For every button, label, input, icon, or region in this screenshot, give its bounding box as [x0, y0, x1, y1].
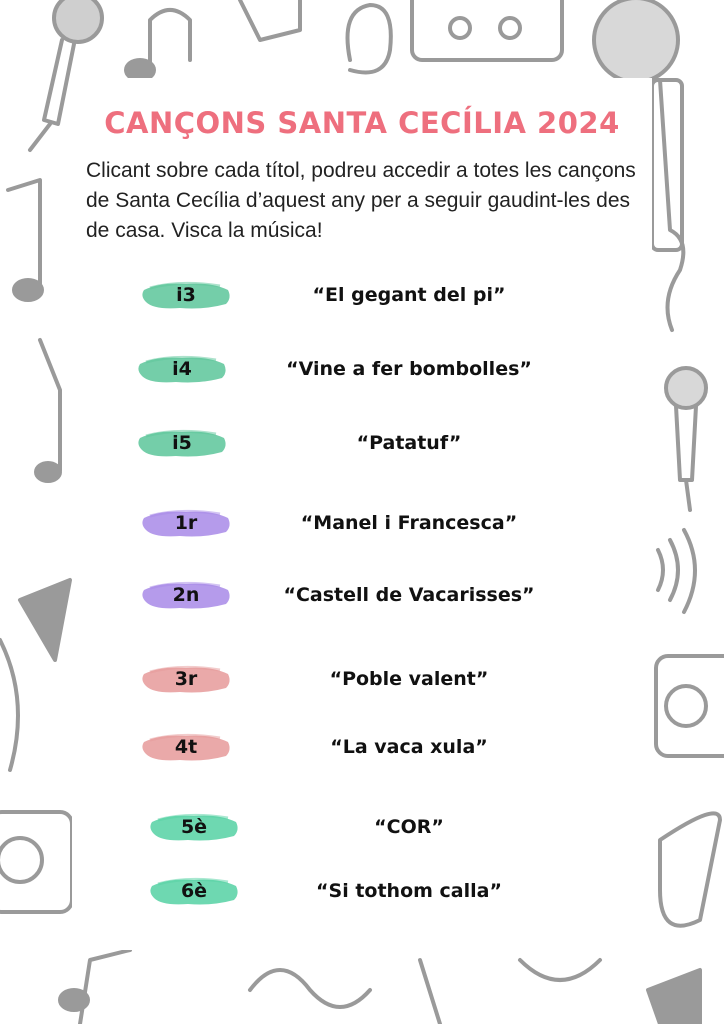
song-row: [0, 730, 724, 770]
song-title-link[interactable]: “Vine a fer bombolles”: [286, 358, 532, 380]
song-row: [0, 426, 724, 466]
song-row: [0, 278, 724, 318]
class-badge: [140, 506, 232, 540]
class-label: 6è: [180, 880, 208, 902]
song-title-link[interactable]: “COR”: [374, 816, 444, 838]
class-badge: [140, 278, 232, 312]
cassette-icon: [412, 0, 562, 60]
music-note-icon: [126, 10, 190, 80]
class-badge: [140, 662, 232, 696]
class-badge: [148, 810, 240, 844]
music-note-icon: [60, 950, 130, 1024]
song-row: [0, 578, 724, 618]
class-badge: [140, 730, 232, 764]
song-title-link[interactable]: “Castell de Vacarisses”: [283, 584, 535, 606]
class-label: i4: [172, 358, 192, 380]
song-row: [0, 506, 724, 546]
song-row: [0, 874, 724, 914]
class-label: 1r: [174, 512, 198, 534]
class-label: 2n: [172, 584, 200, 606]
class-label: i3: [176, 284, 196, 306]
class-label: 4t: [174, 736, 198, 758]
song-title-link[interactable]: “La vaca xula”: [330, 736, 488, 758]
song-title-link[interactable]: “Patatuf”: [356, 432, 462, 454]
song-row: [0, 662, 724, 702]
class-badge: [136, 352, 228, 386]
page-title: CANÇONS SANTA CECÍLIA 2024: [104, 106, 620, 140]
song-title-link[interactable]: “Poble valent”: [329, 668, 489, 690]
class-badge: [140, 578, 232, 612]
song-title-link[interactable]: “Manel i Francesca”: [300, 512, 518, 534]
class-label: i5: [172, 432, 192, 454]
class-label: 3r: [174, 668, 198, 690]
music-note-icon: [348, 5, 391, 73]
intro-text: Clicant sobre cada títol, podreu accedir a totes les cançons de Santa Cecília d’aquest any per a seguir gaudint-les des de casa. Visca la música!: [86, 159, 636, 242]
song-row: [0, 352, 724, 392]
class-badge: [148, 874, 240, 908]
speaker-icon: [648, 970, 700, 1024]
music-note-icon: [240, 0, 300, 40]
song-title-link[interactable]: “Si tothom calla”: [316, 880, 502, 902]
song-row: [0, 810, 724, 850]
song-title-link[interactable]: “El gegant del pi”: [312, 284, 506, 306]
class-badge: [136, 426, 228, 460]
class-label: 5è: [180, 816, 208, 838]
